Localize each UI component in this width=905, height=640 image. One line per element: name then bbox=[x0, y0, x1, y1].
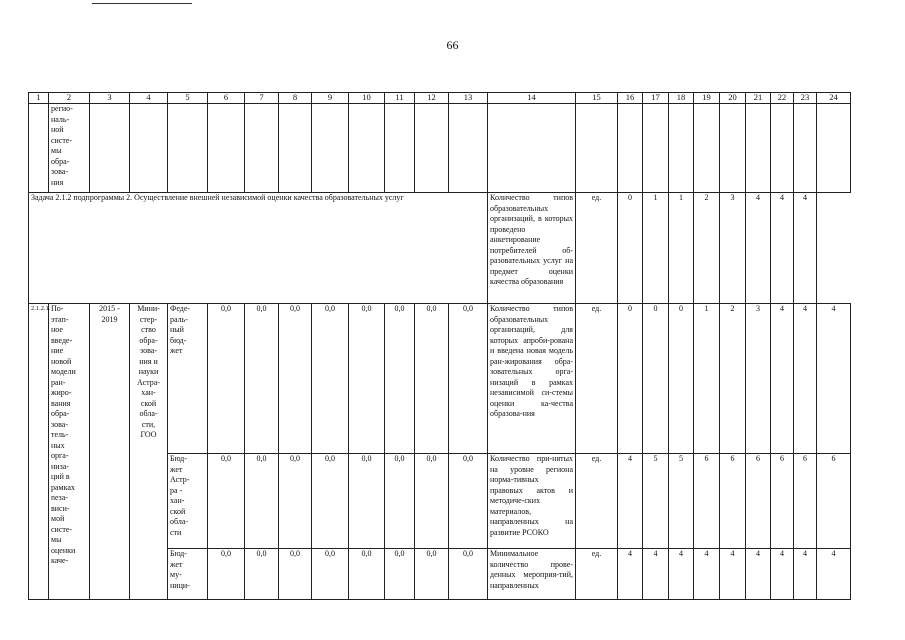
header-cell-21: 21 bbox=[746, 93, 771, 104]
empty-cell bbox=[488, 104, 576, 193]
funding-source-cell: Феде- раль- ный бюд- жет bbox=[168, 304, 208, 454]
indicator-value-cell: 4 bbox=[694, 549, 720, 600]
finance-value-cell: 0,0 bbox=[449, 304, 488, 454]
header-cell-9: 9 bbox=[312, 93, 349, 104]
task-value-cell: 1 bbox=[643, 193, 669, 304]
continuation-row bbox=[29, 104, 851, 193]
page-number: 66 bbox=[446, 38, 459, 52]
indicator-text-cell: Количество при-нятых на уровне региона норма-тивных правовых актов и методиче-ских материалов, направленных на развитие РСОКО bbox=[488, 454, 576, 549]
header-cell-24: 24 bbox=[817, 93, 851, 104]
unit-cell: ед. bbox=[576, 549, 618, 600]
indicator-value-cell: 0 bbox=[643, 304, 669, 454]
finance-value-cell: 0,0 bbox=[245, 549, 279, 600]
task-indicator-cell: Количество типов образовательных организаций, в которых проведено анкетирование потребителей об-разовательных услуг на предмет оценки качества образования bbox=[488, 193, 576, 304]
indicator-value-cell: 5 bbox=[643, 454, 669, 549]
indicator-value-cell: 0 bbox=[669, 304, 694, 454]
finance-value-cell: 0,0 bbox=[385, 549, 415, 600]
finance-value-cell: 0,0 bbox=[312, 549, 349, 600]
indicator-value-cell: 3 bbox=[746, 304, 771, 454]
header-cell-23: 23 bbox=[794, 93, 817, 104]
task-value-cell: 4 bbox=[771, 193, 794, 304]
finance-value-cell: 0,0 bbox=[279, 454, 312, 549]
indicator-value-cell: 4 bbox=[817, 549, 851, 600]
finance-value-cell: 0,0 bbox=[245, 304, 279, 454]
empty-cell bbox=[90, 104, 130, 193]
task-value-cell: 4 bbox=[746, 193, 771, 304]
indicator-text-cell: Количество типов образовательных организаций, для которых апроби-рована и введена новая модель ран-жирования обра-зовательных орга-низаций в рамках независимой си-стемы оценки ка-чества образова-ния bbox=[488, 304, 576, 454]
header-cell-17: 17 bbox=[643, 93, 669, 104]
task-title-cell: Задача 2.1.2 подпрограммы 2. Осуществление внешней независимой оценки качества образовательных услуг bbox=[29, 193, 488, 304]
header-cell-16: 16 bbox=[618, 93, 643, 104]
indicator-value-cell: 4 bbox=[618, 549, 643, 600]
indicator-value-cell: 0 bbox=[618, 304, 643, 454]
task-row bbox=[29, 193, 851, 304]
empty-cell bbox=[449, 104, 488, 193]
activity-period-cell: 2015 - 2019 bbox=[90, 304, 130, 600]
table-body bbox=[29, 93, 851, 600]
activity-subrow bbox=[29, 304, 851, 454]
indicator-value-cell: 4 bbox=[618, 454, 643, 549]
task-unit-cell: ед. bbox=[576, 193, 618, 304]
header-cell-12: 12 bbox=[415, 93, 449, 104]
program-table bbox=[28, 92, 851, 600]
finance-value-cell: 0,0 bbox=[415, 549, 449, 600]
empty-cell bbox=[29, 104, 49, 193]
task-value-cell: 2 bbox=[694, 193, 720, 304]
finance-value-cell: 0,0 bbox=[349, 454, 385, 549]
indicator-value-cell: 1 bbox=[694, 304, 720, 454]
finance-value-cell: 0,0 bbox=[349, 549, 385, 600]
finance-value-cell: 0,0 bbox=[449, 549, 488, 600]
header-cell-11: 11 bbox=[385, 93, 415, 104]
header-cell-2: 2 bbox=[49, 93, 90, 104]
indicator-value-cell: 4 bbox=[669, 549, 694, 600]
empty-cell bbox=[794, 104, 817, 193]
empty-cell bbox=[279, 104, 312, 193]
indicator-value-cell: 4 bbox=[746, 549, 771, 600]
unit-cell: ед. bbox=[576, 304, 618, 454]
empty-cell bbox=[208, 104, 245, 193]
finance-value-cell: 0,0 bbox=[449, 454, 488, 549]
header-cell-13: 13 bbox=[449, 93, 488, 104]
activity-name-cell: По- этап- ное введе- ние новой модели ран- жиро- вания обра- зова- тель- ных орга- низа- ций в рамках neза- виси- мой систе- мы оценки каче- bbox=[49, 304, 90, 600]
empty-cell bbox=[618, 104, 643, 193]
empty-cell bbox=[385, 104, 415, 193]
indicator-value-cell: 6 bbox=[771, 454, 794, 549]
task-value-cell: 4 bbox=[794, 193, 817, 304]
task-value-cell: 1 bbox=[669, 193, 694, 304]
finance-value-cell: 0,0 bbox=[208, 549, 245, 600]
indicator-value-cell: 6 bbox=[746, 454, 771, 549]
header-cell-20: 20 bbox=[720, 93, 746, 104]
empty-cell bbox=[720, 104, 746, 193]
task-value-cell: 3 bbox=[720, 193, 746, 304]
empty-cell bbox=[669, 104, 694, 193]
funding-source-cell: Бюд- жет Астр- ра - хан- ской обла- сти bbox=[168, 454, 208, 549]
header-cell-3: 3 bbox=[90, 93, 130, 104]
finance-value-cell: 0,0 bbox=[385, 454, 415, 549]
activity-code-cell: 2.1.2.1. bbox=[29, 304, 49, 600]
header-cell-18: 18 bbox=[669, 93, 694, 104]
header-cell-14: 14 bbox=[488, 93, 576, 104]
finance-value-cell: 0,0 bbox=[279, 304, 312, 454]
finance-value-cell: 0,0 bbox=[208, 454, 245, 549]
header-cell-4: 4 bbox=[130, 93, 168, 104]
finance-value-cell: 0,0 bbox=[312, 454, 349, 549]
finance-value-cell: 0,0 bbox=[385, 304, 415, 454]
finance-value-cell: 0,0 bbox=[415, 454, 449, 549]
finance-value-cell: 0,0 bbox=[349, 304, 385, 454]
header-cell-5: 5 bbox=[168, 93, 208, 104]
top-rule-line bbox=[92, 3, 192, 4]
finance-value-cell: 0,0 bbox=[312, 304, 349, 454]
indicator-value-cell: 4 bbox=[643, 549, 669, 600]
finance-value-cell: 0,0 bbox=[245, 454, 279, 549]
unit-cell: ед. bbox=[576, 454, 618, 549]
funding-source-cell: Бюд- жет му- ници- bbox=[168, 549, 208, 600]
continuation-name-cell: регио- наль- ной систе- мы обра- зова- ния bbox=[49, 104, 90, 193]
empty-cell bbox=[349, 104, 385, 193]
task-value-cell: 0 bbox=[618, 193, 643, 304]
empty-cell bbox=[245, 104, 279, 193]
indicator-value-cell: 6 bbox=[817, 454, 851, 549]
indicator-value-cell: 4 bbox=[794, 304, 817, 454]
finance-value-cell: 0,0 bbox=[415, 304, 449, 454]
empty-cell bbox=[576, 104, 618, 193]
indicator-value-cell: 4 bbox=[771, 304, 794, 454]
empty-cell bbox=[771, 104, 794, 193]
indicator-value-cell: 6 bbox=[794, 454, 817, 549]
empty-cell bbox=[694, 104, 720, 193]
header-cell-6: 6 bbox=[208, 93, 245, 104]
empty-cell bbox=[168, 104, 208, 193]
header-cell-22: 22 bbox=[771, 93, 794, 104]
header-cell-7: 7 bbox=[245, 93, 279, 104]
empty-cell bbox=[817, 104, 851, 193]
indicator-text-cell: Минимальное количество прове-денных мероприя-тий, направленных bbox=[488, 549, 576, 600]
indicator-value-cell: 4 bbox=[794, 549, 817, 600]
finance-value-cell: 0,0 bbox=[208, 304, 245, 454]
header-cell-8: 8 bbox=[279, 93, 312, 104]
empty-cell bbox=[643, 104, 669, 193]
indicator-value-cell: 4 bbox=[817, 304, 851, 454]
activity-executor-cell: Мини- стер- ство обра- зова- ния и науки Астра- хан- ской обла- сти, ГОО bbox=[130, 304, 168, 600]
header-cell-1: 1 bbox=[29, 93, 49, 104]
indicator-value-cell: 4 bbox=[720, 549, 746, 600]
indicator-value-cell: 4 bbox=[771, 549, 794, 600]
header-cell-10: 10 bbox=[349, 93, 385, 104]
header-cell-15: 15 bbox=[576, 93, 618, 104]
header-row bbox=[29, 93, 851, 104]
empty-cell bbox=[415, 104, 449, 193]
indicator-value-cell: 6 bbox=[694, 454, 720, 549]
finance-value-cell: 0,0 bbox=[279, 549, 312, 600]
empty-cell bbox=[312, 104, 349, 193]
indicator-value-cell: 5 bbox=[669, 454, 694, 549]
empty-cell bbox=[746, 104, 771, 193]
header-cell-19: 19 bbox=[694, 93, 720, 104]
indicator-value-cell: 6 bbox=[720, 454, 746, 549]
indicator-value-cell: 2 bbox=[720, 304, 746, 454]
empty-cell bbox=[130, 104, 168, 193]
